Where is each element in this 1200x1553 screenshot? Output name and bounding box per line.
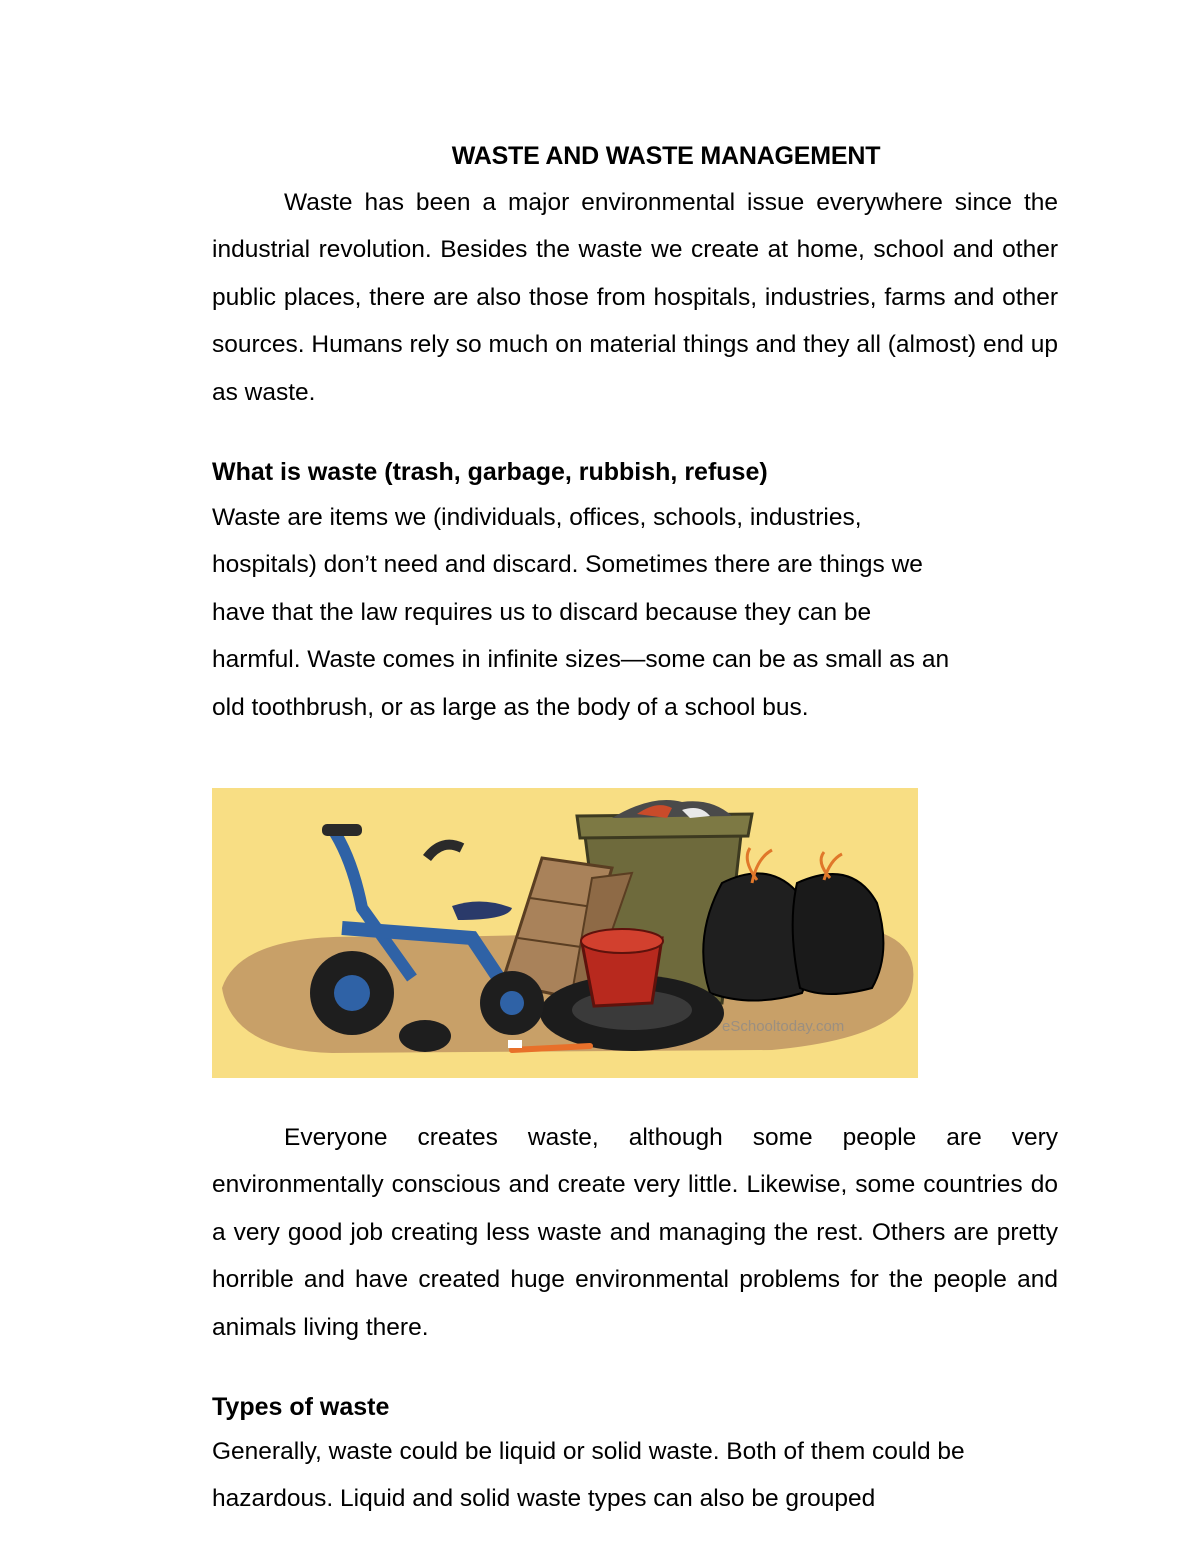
document-title: WASTE AND WASTE MANAGEMENT	[451, 142, 881, 170]
what-is-waste-paragraph: Waste are items we (individuals, offices, schools, industries, hospitals) don’t need and discard. Sometimes there are things we have that the law requires us to discard because they can be harmful. Waste comes in infinite sizes—some can be as small as an old toothbrush, or as large as the body of a school bus.	[212, 504, 950, 721]
red-bucket-graphic	[581, 929, 663, 1006]
types-of-waste-paragraph: Generally, waste could be liquid or solid waste. Both of them could be hazardous. Liquid and solid waste types can also be grouped	[212, 1438, 965, 1513]
everyone-creates-waste-paragraph: Everyone creates waste, although some people are very environmentally conscious and create very little. Likewise, some countries do a very good job creating less waste and managing the rest. Others are pretty horrible and have created huge environmental problems for the people and animals living there.	[212, 1124, 1058, 1341]
section-heading-types-of-waste: Types of waste	[212, 1393, 390, 1421]
section-heading-what-is-waste: What is waste (trash, garbage, rubbish, refuse)	[212, 458, 768, 486]
waste-illustration	[212, 788, 918, 1078]
loose-wheel-graphic	[399, 1020, 451, 1052]
intro-paragraph: Waste has been a major environmental issue everywhere since the industrial revolution. Besides the waste we create at home, school and other public places, there are also those from hospitals, industries, farms and other sources. Humans rely so much on material things and they all (almost) end up as waste.	[212, 189, 1058, 406]
image-credit: eSchooltoday.com	[722, 1018, 845, 1035]
